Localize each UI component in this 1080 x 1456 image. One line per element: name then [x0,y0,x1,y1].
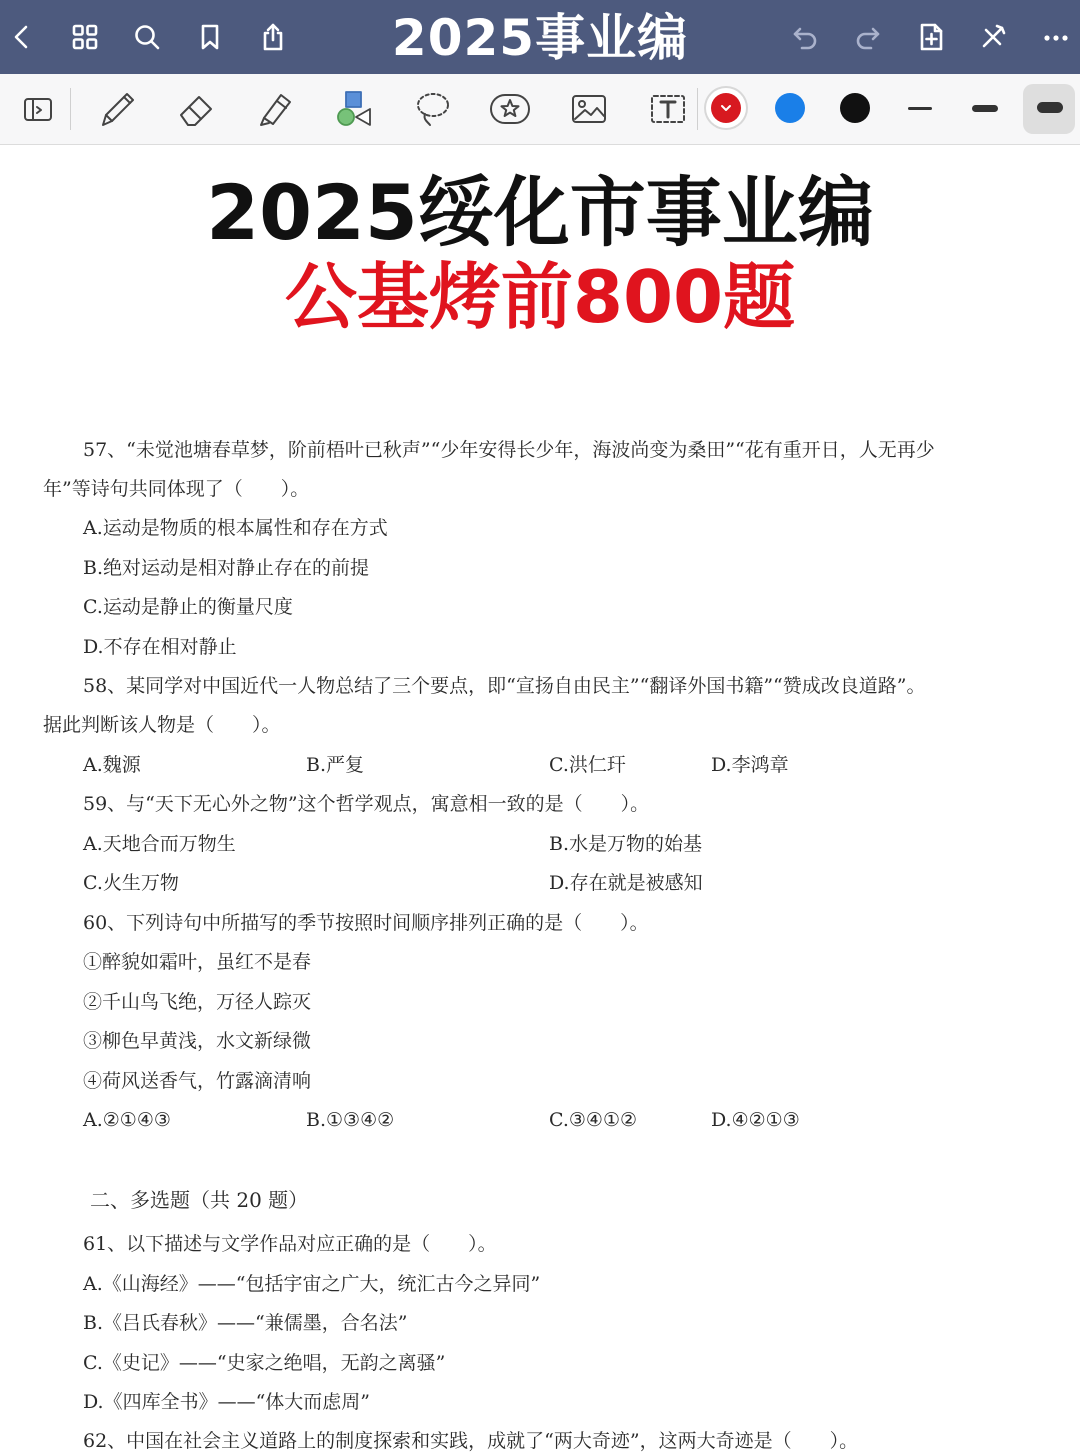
question-58-option-a: A.魏源 [83,754,141,776]
question-60-poem-4: ④荷风送香气，竹露滴清响 [83,1070,312,1092]
question-60-option-d: D.④②①③ [711,1109,800,1131]
question-57-option-d: D.不存在相对静止 [83,636,237,658]
text-icon[interactable] [640,82,696,136]
color-swatch-blue[interactable] [775,93,805,123]
more-icon[interactable] [1032,13,1080,61]
question-60-option-a: A.②①④③ [83,1109,171,1131]
sticker-icon[interactable] [482,82,538,136]
question-62-stem: 62、中国在社会主义道路上的制度探索和实践，成就了“两大奇迹”，这两大奇迹是（ ）。 [83,1430,859,1452]
question-58-option-c: C.洪仁玕 [549,754,626,776]
undo-icon[interactable] [781,13,829,61]
question-58-option-d: D.李鸿章 [711,754,789,776]
redo-icon[interactable] [844,13,892,61]
search-icon[interactable] [123,13,171,61]
question-58-option-b: B.严复 [306,754,365,776]
question-60-option-c: C.③④①② [549,1109,638,1131]
question-59-option-a: A.天地合而万物生 [83,833,236,855]
question-59-stem: 59、与“天下无心外之物”这个哲学观点，寓意相一致的是（ ）。 [83,793,650,815]
question-60-option-b: B.①③④② [306,1109,395,1131]
document-subheading: 公基烤前800题 [284,255,796,339]
question-59-option-c: C.火生万物 [83,872,179,894]
color-swatch-black[interactable] [840,93,870,123]
shapes-icon[interactable] [326,82,382,136]
question-57-stem: 57、“未觉池塘春草梦，阶前梧叶已秋声”“少年安得长少年，海波尚变为桑田”“花有重开日，人无再少 [83,439,935,461]
toolbar-divider [70,88,71,130]
toolbar-divider [697,88,698,130]
document-title: 2025事业编 [391,9,689,67]
page-layout-icon[interactable] [10,82,66,136]
question-61-stem: 61、以下描述与文学作品对应正确的是（ ）。 [83,1233,497,1255]
bookmark-icon[interactable] [186,13,234,61]
question-61-option-b: B.《吕氏春秋》——“兼儒墨，合名法” [83,1312,408,1334]
grid-icon[interactable] [61,13,109,61]
question-61-option-a: A.《山海经》——“包括宇宙之广大，统汇古今之异同” [83,1273,541,1295]
pen-icon[interactable] [89,82,145,136]
question-59-option-b: B.水是万物的始基 [549,833,703,855]
question-57-option-a: A.运动是物质的根本属性和存在方式 [83,517,388,539]
lasso-icon[interactable] [405,82,461,136]
thickness-thin-option[interactable] [908,107,932,110]
thickness-thick-option[interactable] [1037,102,1063,113]
highlighter-icon[interactable] [247,82,303,136]
question-57-option-c: C.运动是静止的衡量尺度 [83,596,293,618]
thickness-medium-option[interactable] [972,105,998,112]
share-icon[interactable] [249,13,297,61]
question-60-poem-1: ①醉貌如霜叶，虽红不是春 [83,951,312,973]
question-58-stem-cont: 据此判断该人物是（ ）。 [43,714,281,736]
add-page-icon[interactable] [907,13,955,61]
top-navigation-bar [0,0,1080,74]
color-swatch-red[interactable] [711,93,741,123]
question-60-poem-2: ②千山鸟飞绝，万径人踪灭 [83,991,312,1013]
image-icon[interactable] [561,82,617,136]
section-heading-multiple-choice: 二、多选题（共 20 题） [90,1188,309,1212]
document-heading: 2025绥化市事业编 [206,168,874,257]
question-58-stem: 58、某同学对中国近代一人物总结了三个要点，即“宣扬自由民主”“翻译外国书籍”“赞成改良道路”。 [83,675,926,697]
question-57-stem-cont: 年”等诗句共同体现了（ ）。 [43,478,310,500]
close-icon[interactable] [969,13,1017,61]
eraser-icon[interactable] [168,82,224,136]
question-61-option-d: D.《四库全书》——“体大而虑周” [83,1391,371,1413]
question-57-option-b: B.绝对运动是相对静止存在的前提 [83,557,370,579]
question-60-poem-3: ③柳色早黄浅，水文新绿微 [83,1030,312,1052]
question-59-option-d: D.存在就是被感知 [549,872,703,894]
question-60-stem: 60、下列诗句中所描写的季节按照时间顺序排列正确的是（ ）。 [83,912,649,934]
back-icon[interactable] [0,13,46,61]
question-61-option-c: C.《史记》——“史家之绝唱，无韵之离骚” [83,1352,446,1374]
